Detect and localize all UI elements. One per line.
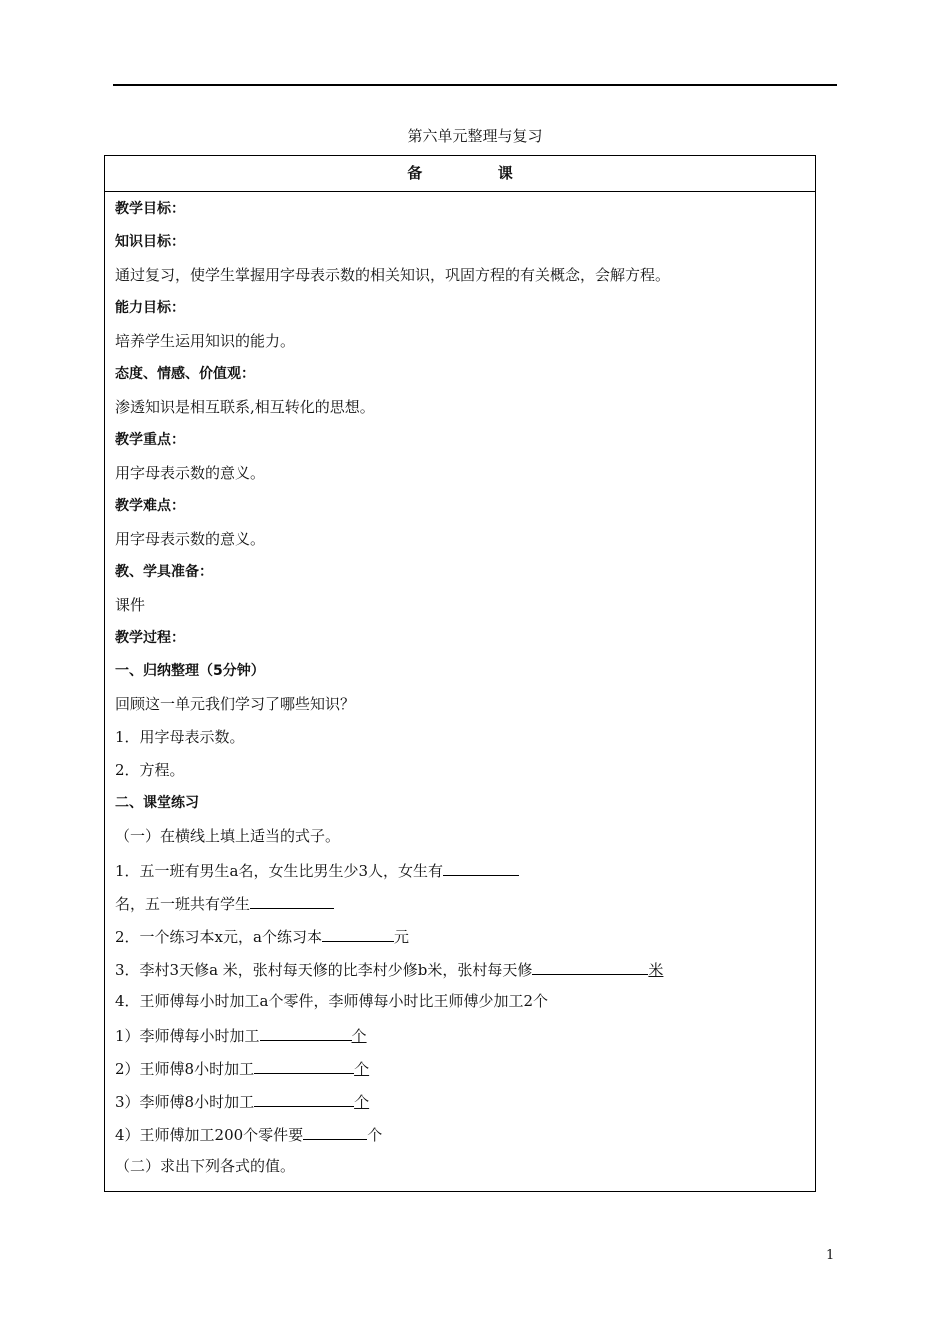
exercise-4-3-unit: 个 [354, 1093, 370, 1111]
line-attitude-text: 渗透知识是相互联系,相互转化的思想。 [115, 398, 375, 416]
document-title: 第六单元整理与复习 [407, 127, 543, 145]
line-attitude-goals: 态度、情感、价值观： [115, 366, 255, 382]
line-key-points-text: 用字母表示数的意义。 [115, 464, 266, 482]
line-section-two-part-two: （二）求出下列各式的值。 [115, 1157, 296, 1175]
line-exercise-4-4 [115, 1123, 382, 1145]
line-difficulties: 教学难点： [115, 498, 185, 514]
answer-blank[interactable] [303, 1123, 367, 1140]
line-ability-text: 培养学生运用知识的能力。 [115, 332, 296, 350]
line-teaching-goals: 教学目标： [115, 201, 185, 217]
answer-blank[interactable] [254, 1057, 354, 1074]
exercise-4-4-unit: 个 [367, 1126, 383, 1144]
answer-blank[interactable] [250, 892, 334, 909]
line-exercise-2 [115, 925, 409, 947]
exercise-3-text: 3．李村3天修a 米，张村每天修的比李村少修b米，张村每天修 [115, 961, 533, 979]
line-key-points: 教学重点： [115, 432, 185, 448]
line-exercise-1 [115, 859, 519, 881]
answer-blank[interactable] [443, 859, 519, 876]
line-exercise-4: 4．王师傅每小时加工a个零件，李师傅每小时比王师傅少加工2个 [115, 992, 549, 1010]
line-exercise-intro: （一）在横线上填上适当的式子。 [115, 827, 341, 845]
exercise-2-unit: 元 [393, 928, 409, 946]
line-review-item-2: 2．方程。 [115, 761, 185, 779]
line-knowledge-text: 通过复习，使学生掌握用字母表示数的相关知识，巩固方程的有关概念，会解方程。 [115, 266, 671, 284]
line-section-one: 一、归纳整理（5分钟） [115, 663, 265, 679]
line-exercise-3 [115, 958, 663, 980]
exercise-4-1-unit: 个 [351, 1027, 367, 1045]
exercise-1-text: 1．五一班有男生a名，女生比男生少3人，女生有 [115, 862, 444, 880]
header-right: 课 [497, 164, 513, 182]
exercise-4-4-text: 4）王师傅加工200个零件要 [115, 1126, 304, 1144]
exercise-2-text: 2．一个练习本x元，a个练习本 [115, 928, 322, 946]
answer-blank[interactable] [532, 958, 648, 975]
exercise-4-3-text: 3）李师傅8小时加工 [115, 1093, 255, 1111]
exercise-4-1-text: 1）李师傅每小时加工 [115, 1027, 260, 1045]
exercise-1b-text: 名，五一班共有学生 [115, 895, 251, 913]
answer-blank[interactable] [254, 1090, 354, 1107]
page-number: 1 [826, 1248, 835, 1263]
table-header [105, 156, 815, 192]
answer-blank[interactable] [322, 925, 394, 942]
lesson-table [104, 155, 816, 1192]
line-materials-text: 课件 [115, 596, 146, 614]
line-ability-goals: 能力目标： [115, 300, 185, 316]
header-left: 备 [407, 164, 423, 182]
line-knowledge-goals: 知识目标： [115, 234, 185, 250]
line-exercise-4-2 [115, 1057, 369, 1079]
line-materials: 教、学具准备： [115, 564, 213, 580]
exercise-4-2-text: 2）王师傅8小时加工 [115, 1060, 255, 1078]
exercise-4-2-unit: 个 [354, 1060, 370, 1078]
header-rule [113, 84, 837, 86]
exercise-3-unit: 米 [648, 961, 664, 979]
line-exercise-4-3 [115, 1090, 369, 1112]
answer-blank[interactable] [260, 1024, 352, 1041]
line-exercise-1b [115, 892, 334, 914]
line-review-item-1: 1．用字母表示数。 [115, 728, 245, 746]
line-section-two: 二、课堂练习 [115, 795, 199, 811]
line-review-question: 回顾这一单元我们学习了哪些知识？ [115, 695, 356, 713]
line-exercise-4-1 [115, 1024, 367, 1046]
line-difficulties-text: 用字母表示数的意义。 [115, 530, 266, 548]
line-process: 教学过程： [115, 630, 185, 646]
